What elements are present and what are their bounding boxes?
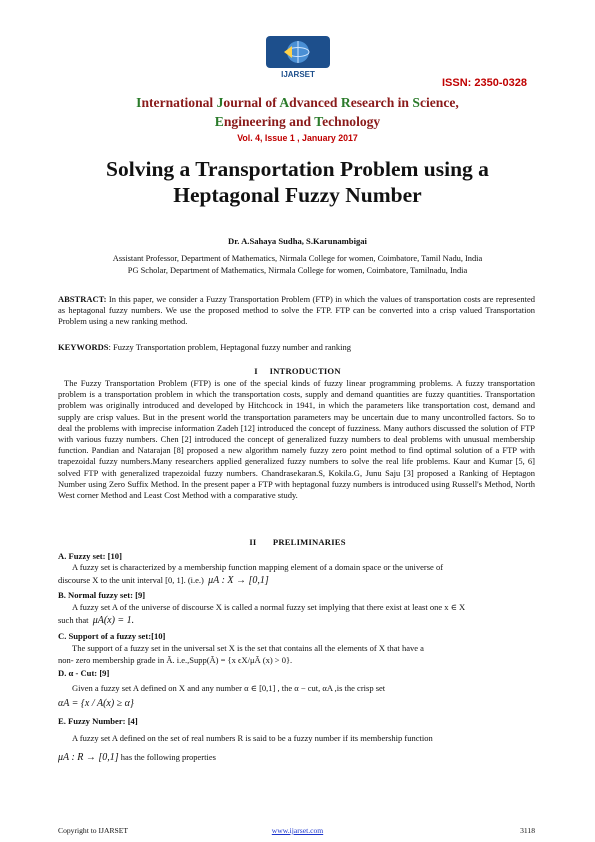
introduction-text: The Fuzzy Transportation Problem (FTP) is one of the special kinds of fuzzy linear programming problems. A fuzzy transportation problem is a transportation problem in which the transportation costs, supply and demand quantities are fuzzy quantities. Transportation problem was originally introduced and developed by Hitchcock in 1941, in which the parameters like transportation cost, demand and supply are crisp values. But in the present world the transportation parameters may be uncertain due to many uncontrolled factors. So to deal the problems with imprecise information Zadeh [12] introduced the concept of fuzziness. Many authors discussed the solution of FTP with various fuzzy numbers. Chen [2] introduced the concept of generalized fuzzy numbers to deal problems with unusual membership function. Pandian and Natarajan [8] proposed a new algorithm namely fuzzy zero point method to find optimal solution of a FTP with trapezoidal fuzzy numbers.Many researchers applied generalized fuzzy numbers to solve the real life problems. Kaur and Kumar [5, 6] solved FTP with generalized trapezoidal fuzzy numbers. Chandrasekaran.S, Kokila.G, Junu Saju [3] proposed a Ranking of Heptagon Number using Zero Suffix Method. In the present paper a FTP with heptagonal fuzzy numbers is introduced using Russell's Method, North West corner Method and Least Cost Method with a comparative study.	[58, 378, 535, 501]
authors: Dr. A.Sahaya Sudha, S.Karunambigai	[228, 236, 367, 246]
section-2-heading	[0, 537, 595, 547]
journal-title-segment: J	[216, 95, 224, 110]
journal-title-segment: echnology	[322, 114, 381, 129]
def-e-text-2: has the following properties	[118, 752, 216, 762]
journal-title-segment: dvanced	[289, 95, 341, 110]
def-e-text-1: A fuzzy set A defined on the set of real numbers R is said to be a fuzzy number if its membership function	[72, 733, 433, 743]
def-c-text-2: non- zero membership grade in Ã. i.e.,Supp(Ã) = {x ϵX/μÃ (x) > 0}.	[58, 655, 293, 665]
journal-title-line2	[40, 112, 555, 131]
def-d-math: αA = {x / A(x) ≥ α}	[58, 698, 134, 709]
volume-issue: Vol. 4, Issue 1 , January 2017	[237, 133, 358, 143]
journal-title-segment: esearch in	[350, 95, 413, 110]
journal-title-segment: nternational	[141, 95, 217, 110]
abstract	[58, 294, 535, 328]
journal-title-segment: cience,	[419, 95, 459, 110]
def-d-math-line	[58, 698, 535, 709]
journal-title-segment: ournal of	[223, 95, 280, 110]
footer-url-link[interactable]: www.ijarset.com	[271, 826, 324, 835]
def-e-math: μA : R → [0,1]	[58, 752, 119, 763]
def-e-line-2	[58, 752, 535, 763]
section-2-number: II	[249, 537, 257, 547]
journal-title-line1	[40, 93, 555, 112]
journal-title-segment: S	[412, 95, 420, 110]
def-e-heading: E. Fuzzy Number: [4]	[58, 716, 138, 726]
journal-title-segment: A	[279, 95, 290, 110]
footer-page-number: 3118	[520, 826, 535, 835]
def-b-text-2	[58, 615, 535, 626]
abstract-text: In this paper, we consider a Fuzzy Transportation Problem (FTP) in which the values of transportation costs are represented as heptagonal fuzzy numbers. We use the proposed method to solve the FTP. FTP can be converted into a crisp valued Transportation Problem using a new ranking method.	[58, 294, 535, 327]
footer-copyright: Copyright to IJARSET	[58, 826, 129, 835]
def-b-text-1: A fuzzy set A of the universe of discourse X is called a normal fuzzy set implying that there exist at least one x ∈ X	[72, 602, 466, 612]
section-2-title: PRELIMINARIES	[272, 537, 346, 547]
journal-title-segment: I	[136, 95, 142, 110]
journal-title	[40, 93, 555, 131]
def-a-text-1: A fuzzy set is characterized by a membership function mapping element of a domain space or the universe of	[72, 562, 444, 572]
journal-title-segment: R	[340, 95, 351, 110]
keywords-label: KEYWORDS	[58, 342, 109, 352]
abstract-label: ABSTRACT:	[58, 294, 107, 304]
journal-logo	[262, 36, 334, 80]
def-c-heading: C. Support of a fuzzy set:[10]	[58, 631, 166, 641]
def-a-math: μA : X → [0,1]	[208, 575, 269, 586]
keywords	[58, 342, 535, 353]
def-d-text-1: Given a fuzzy set A defined on X and any number α ∈ [0,1] , the α − cut, αA ,is the crisp set	[72, 683, 386, 693]
affiliation-2: PG Scholar, Department of Mathematics, Nirmala College for women, Coimbatore, Tamilnadu, India	[127, 266, 468, 275]
issn: ISSN: 2350-0328	[442, 77, 527, 89]
def-b-text-2-span: such that	[58, 615, 89, 625]
def-d-heading: D. α - Cut: [9]	[58, 668, 110, 678]
def-c-text-1: The support of a fuzzy set in the universal set X is the set that contains all the elements of X that have a	[72, 643, 424, 653]
journal-title-segment: E	[214, 114, 224, 129]
journal-title-segment: T	[314, 114, 323, 129]
keywords-text: : Fuzzy Transportation problem, Heptagonal fuzzy number and ranking	[108, 342, 351, 352]
paper-title-line2: Heptagonal Fuzzy Number	[173, 183, 422, 207]
def-b-math: μA(x) = 1.	[92, 615, 135, 626]
def-b-heading: B. Normal fuzzy set: [9]	[58, 590, 146, 600]
affiliation-1: Assistant Professor, Department of Mathematics, Nirmala College for women, Coimbatore, Tamil Nadu, India	[112, 254, 483, 263]
journal-title-segment: ngineering and	[223, 114, 315, 129]
section-1-number: I	[254, 366, 258, 376]
paper-title	[40, 156, 555, 208]
section-1-title: INTRODUCTION	[269, 366, 341, 376]
def-a-text-2-span: discourse X to the unit interval [0, 1]. (i.e.)	[58, 575, 204, 585]
def-a-text-2	[58, 575, 535, 586]
paper-title-line1: Solving a Transportation Problem using a	[106, 157, 489, 181]
logo-text: IJARSET	[281, 70, 315, 79]
section-1-heading	[0, 366, 595, 376]
def-a-heading: A. Fuzzy set: [10]	[58, 551, 122, 561]
